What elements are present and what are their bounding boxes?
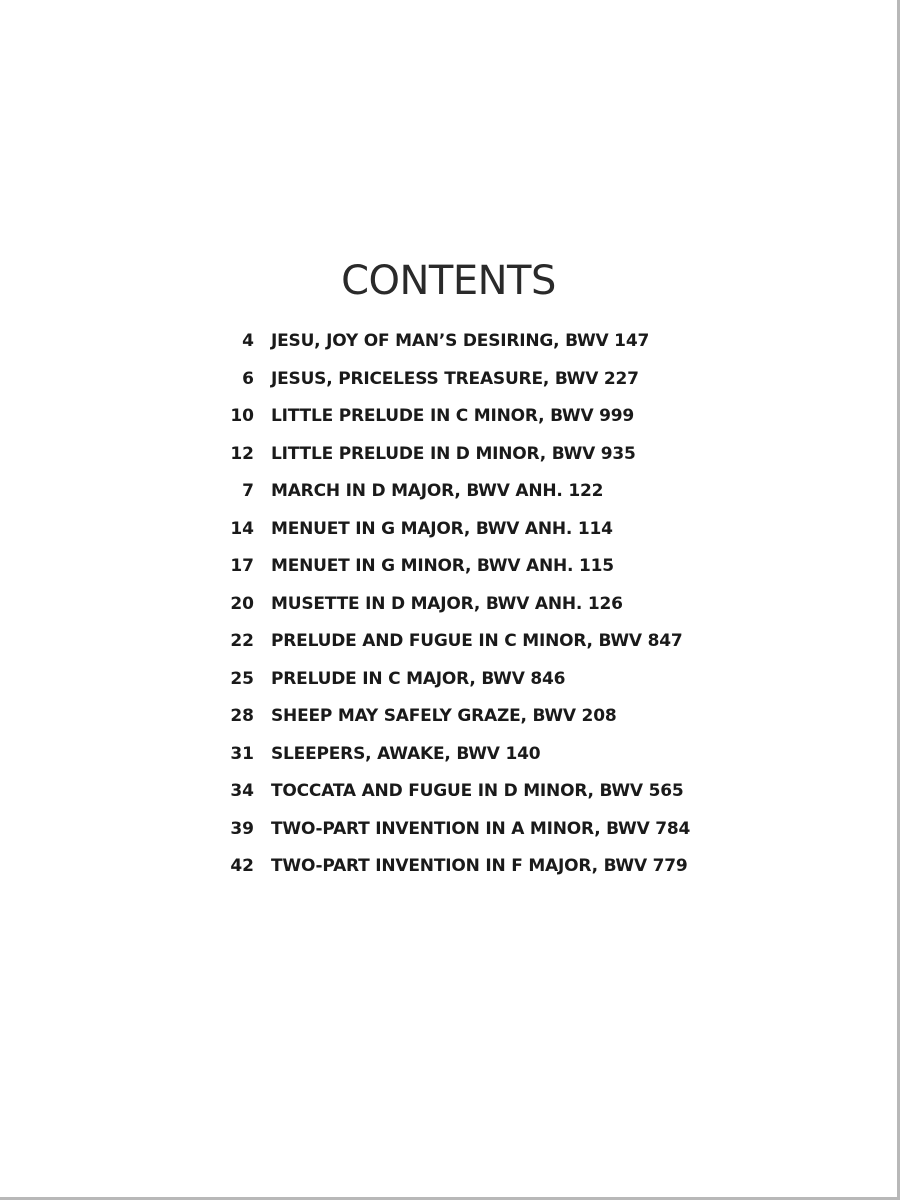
toc-entry-title: MENUET IN G MAJOR, BWV ANH. 114 (271, 518, 613, 539)
toc-entry (220, 851, 780, 889)
toc-entry-title: TWO-PART INVENTION IN A MINOR, BWV 784 (271, 818, 691, 839)
toc-page-number: 25 (230, 668, 254, 689)
toc-page-number: 14 (230, 518, 254, 539)
toc-page-number: 31 (230, 743, 254, 764)
toc-entry-title: TOCCATA AND FUGUE IN D MINOR, BWV 565 (271, 781, 684, 801)
toc-entry-title: LITTLE PRELUDE IN C MINOR, BWV 999 (271, 406, 635, 426)
toc-page-number: 12 (230, 443, 254, 464)
toc-entry-title: SLEEPERS, AWAKE, BWV 140 (271, 743, 541, 764)
toc-entry (220, 364, 780, 402)
toc-entry (220, 439, 780, 477)
toc-page-number: 20 (230, 593, 254, 614)
toc-entry-title: JESUS, PRICELESS TREASURE, BWV 227 (271, 368, 639, 389)
toc-page-number: 7 (242, 481, 254, 501)
toc-page-number: 22 (230, 631, 254, 651)
toc-entry (220, 664, 780, 702)
toc-entry-title: MENUET IN G MINOR, BWV ANH. 115 (271, 556, 614, 576)
toc-page-number: 10 (230, 406, 254, 426)
toc-entry-title: PRELUDE AND FUGUE IN C MINOR, BWV 847 (271, 631, 683, 651)
toc-page-number: 4 (242, 331, 254, 351)
toc-page-number: 28 (230, 706, 254, 726)
toc-page-number: 6 (242, 368, 254, 389)
toc-entry (220, 476, 780, 514)
toc-entry (220, 776, 780, 814)
toc-entry-title: MARCH IN D MAJOR, BWV ANH. 122 (271, 481, 604, 501)
toc-entry-title: PRELUDE IN C MAJOR, BWV 846 (271, 668, 566, 689)
toc-entry-title: JESU, JOY OF MAN’S DESIRING, BWV 147 (271, 331, 650, 351)
toc-entry-title: SHEEP MAY SAFELY GRAZE, BWV 208 (271, 706, 617, 726)
toc-entry (220, 551, 780, 589)
toc-page-number: 39 (230, 818, 254, 839)
toc-page-number: 17 (230, 556, 254, 576)
toc-entry-title: MUSETTE IN D MAJOR, BWV ANH. 126 (271, 593, 623, 614)
toc-entry (220, 626, 780, 664)
toc-entry-title: LITTLE PRELUDE IN D MINOR, BWV 935 (271, 443, 636, 464)
contents-heading: CONTENTS (341, 258, 556, 304)
toc-entry (220, 401, 780, 439)
toc-entry (220, 514, 780, 552)
toc-entry (220, 326, 780, 364)
table-of-contents (220, 326, 780, 889)
toc-page-number: 34 (230, 781, 254, 801)
toc-entry (220, 589, 780, 627)
toc-entry-title: TWO-PART INVENTION IN F MAJOR, BWV 779 (271, 856, 688, 876)
toc-entry (220, 814, 780, 852)
toc-page-number: 42 (230, 856, 254, 876)
toc-entry (220, 739, 780, 777)
toc-entry (220, 701, 780, 739)
